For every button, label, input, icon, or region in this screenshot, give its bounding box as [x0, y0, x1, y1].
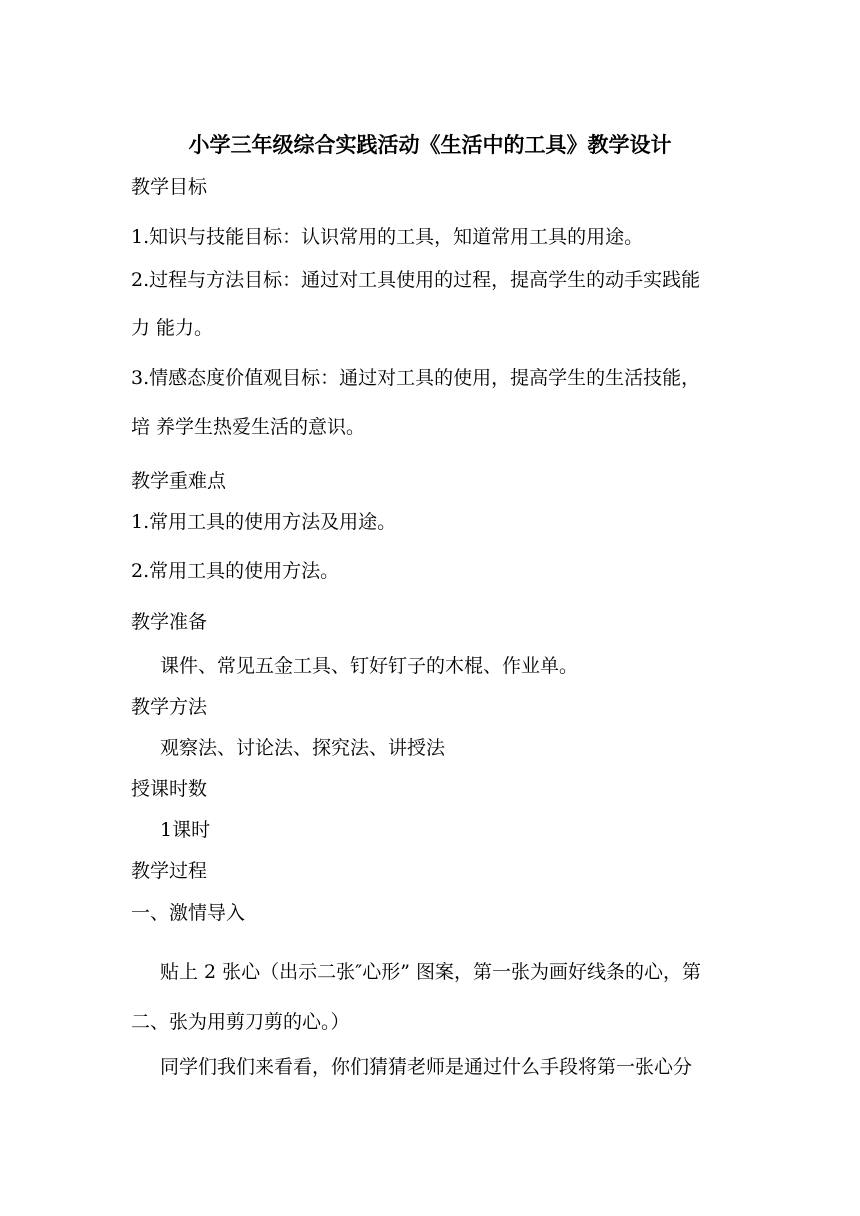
heading-process: 教学过程	[131, 860, 208, 882]
body-paragraph-2: 同学们我们来看看，你们猜猜老师是通过什么手段将第一张心分	[160, 1056, 693, 1078]
key-point-2: 2.常用工具的使用方法。	[131, 560, 340, 582]
heading-preparation: 教学准备	[131, 611, 208, 633]
goal-line-3: 3.情感态度价值观目标：通过对工具的使用，提高学生的生活技能，	[131, 367, 701, 389]
heading-teaching-goals: 教学目标	[131, 176, 208, 198]
goal-line-2-cont: 力 能力。	[131, 317, 214, 339]
goal-line-2: 2.过程与方法目标：通过对工具使用的过程，提高学生的动手实践能	[131, 269, 701, 291]
heading-class-hours: 授课时数	[131, 778, 208, 800]
goal-line-3-cont: 培 养学生热爱生活的意识。	[131, 416, 366, 438]
body-paragraph-1-cont: 二、张为用剪刀剪的心。）	[131, 1011, 350, 1033]
class-hours-text: 1课时	[160, 819, 211, 841]
document-title: 小学三年级综合实践活动《生活中的工具》教学设计	[188, 132, 672, 157]
section-intro-heading: 一、激情导入	[131, 902, 246, 924]
preparation-text: 课件、常见五金工具、钉好钉子的木棍、作业单。	[160, 655, 579, 677]
methods-text: 观察法、讨论法、探究法、讲授法	[160, 737, 446, 759]
goal-line-1: 1.知识与技能目标：认识常用的工具，知道常用工具的用途。	[131, 226, 644, 248]
heading-methods: 教学方法	[131, 696, 208, 718]
body-paragraph-1: 贴上 2 张心（出示二张″心形” 图案，第一张为画好线条的心，第	[160, 961, 702, 983]
heading-key-points: 教学重难点	[131, 470, 227, 492]
key-point-1: 1.常用工具的使用方法及用途。	[131, 511, 397, 533]
